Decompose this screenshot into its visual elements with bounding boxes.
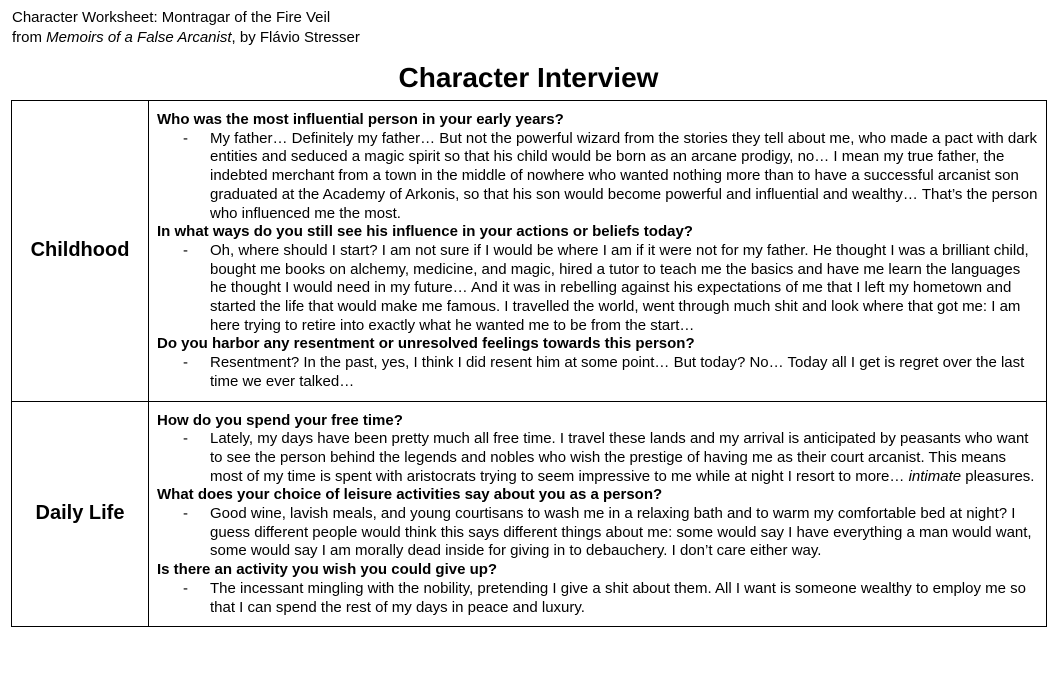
question: What does your choice of leisure activities say about you as a person? bbox=[157, 486, 663, 504]
answer bbox=[157, 242, 1038, 336]
section-row-childhood bbox=[12, 101, 1047, 402]
question: In what ways do you still see his influence in your actions or beliefs today? bbox=[157, 223, 693, 241]
answer-text bbox=[210, 430, 1038, 486]
question: Who was the most influential person in your early years? bbox=[157, 111, 564, 128]
question: Is there an activity you wish you could give up? bbox=[157, 561, 498, 579]
answer bbox=[157, 130, 1038, 224]
worksheet-title-line: Character Worksheet: Montragar of the Fire Veil bbox=[12, 9, 331, 26]
page-title: Character Interview bbox=[398, 62, 659, 93]
answer-text-part: pleasures. bbox=[961, 467, 1035, 485]
interview-table bbox=[11, 100, 1047, 627]
answer-emphasis: intimate bbox=[908, 467, 962, 485]
section-label-daily-life: Daily Life bbox=[12, 401, 149, 627]
answer bbox=[157, 505, 1038, 561]
source-author: , by Flávio Stresser bbox=[231, 29, 360, 46]
question: How do you spend your free time? bbox=[157, 411, 403, 429]
bullet-dash: - bbox=[183, 241, 188, 259]
bullet-dash: - bbox=[183, 354, 188, 372]
answer-text: Good wine, lavish meals, and young courtisans to wash me in a relaxing bath and to warm my comfortable bed at night? I guess different people would think this says different things about me: some would say I have everything a man would want, some would say I am morally dead inside for giving in to debauchery. I don’t care either way. bbox=[210, 505, 1032, 560]
source-prefix: from bbox=[12, 29, 47, 46]
answer-text: Oh, where should I start? I am not sure if I would be where I am if it were not for my father. He thought I was a brilliant child, bought me books on alchemy, medicine, and magic, hired a tutor to teach me the basics and have me learn the languages he thought I would need in my future… And it was in rebelling against his expectations of me that I left my hometown and started the life that would make me famous. I travelled the world, went through much shit and look where that got me: I am here trying to retire into exactly what he wanted me to be from the start… bbox=[210, 241, 1029, 334]
answer-text: My father… Definitely my father… But not the powerful wizard from the stories they tell about me, who made a pact with dark entities and seduced a magic spirit so that his child would be born as an arcane prodigy, no… I mean my true father, the indebted merchant from a town in the middle of nowhere who wanted nothing more than to have a successful arcanist son graduated at the Academy of Arkonis, so that his son would become powerful and influential and wealthy… That’s the person who influenced me the most. bbox=[210, 129, 1038, 222]
section-content-daily-life bbox=[149, 401, 1047, 627]
bullet-dash: - bbox=[183, 505, 188, 523]
answer bbox=[157, 430, 1038, 486]
answer-text: The incessant mingling with the nobility, pretending I give a shit about them. All I want is someone wealthy to employ me so that I can spend the rest of my days in peace and luxury. bbox=[210, 579, 1026, 616]
question: Do you harbor any resentment or unresolved feelings towards this person? bbox=[157, 335, 695, 353]
section-row-daily-life bbox=[12, 401, 1047, 627]
answer-text-part: Lately, my days have been pretty much all free time. I travel these lands and my arrival is anticipated by peasants who want to see the person behind the legends and nobles who wish the prestige of having me as their court arcanist. This means most of my time is spent with aristocrats trying to seem impressive to me while at night I resort to more… bbox=[210, 430, 1029, 485]
book-title: Memoirs of a False Arcanist bbox=[46, 29, 232, 46]
bullet-dash: - bbox=[183, 579, 188, 597]
answer bbox=[157, 354, 1038, 391]
bullet-dash: - bbox=[183, 129, 188, 147]
answer-text: Resentment? In the past, yes, I think I did resent him at some point… But today? No… Today all I get is regret over the last time we ever talked… bbox=[210, 354, 1025, 390]
bullet-dash: - bbox=[183, 430, 188, 448]
section-content-childhood bbox=[149, 101, 1047, 402]
source-line bbox=[12, 28, 360, 48]
document-header bbox=[12, 8, 360, 48]
answer bbox=[157, 580, 1038, 617]
section-label-childhood: Childhood bbox=[12, 101, 149, 402]
